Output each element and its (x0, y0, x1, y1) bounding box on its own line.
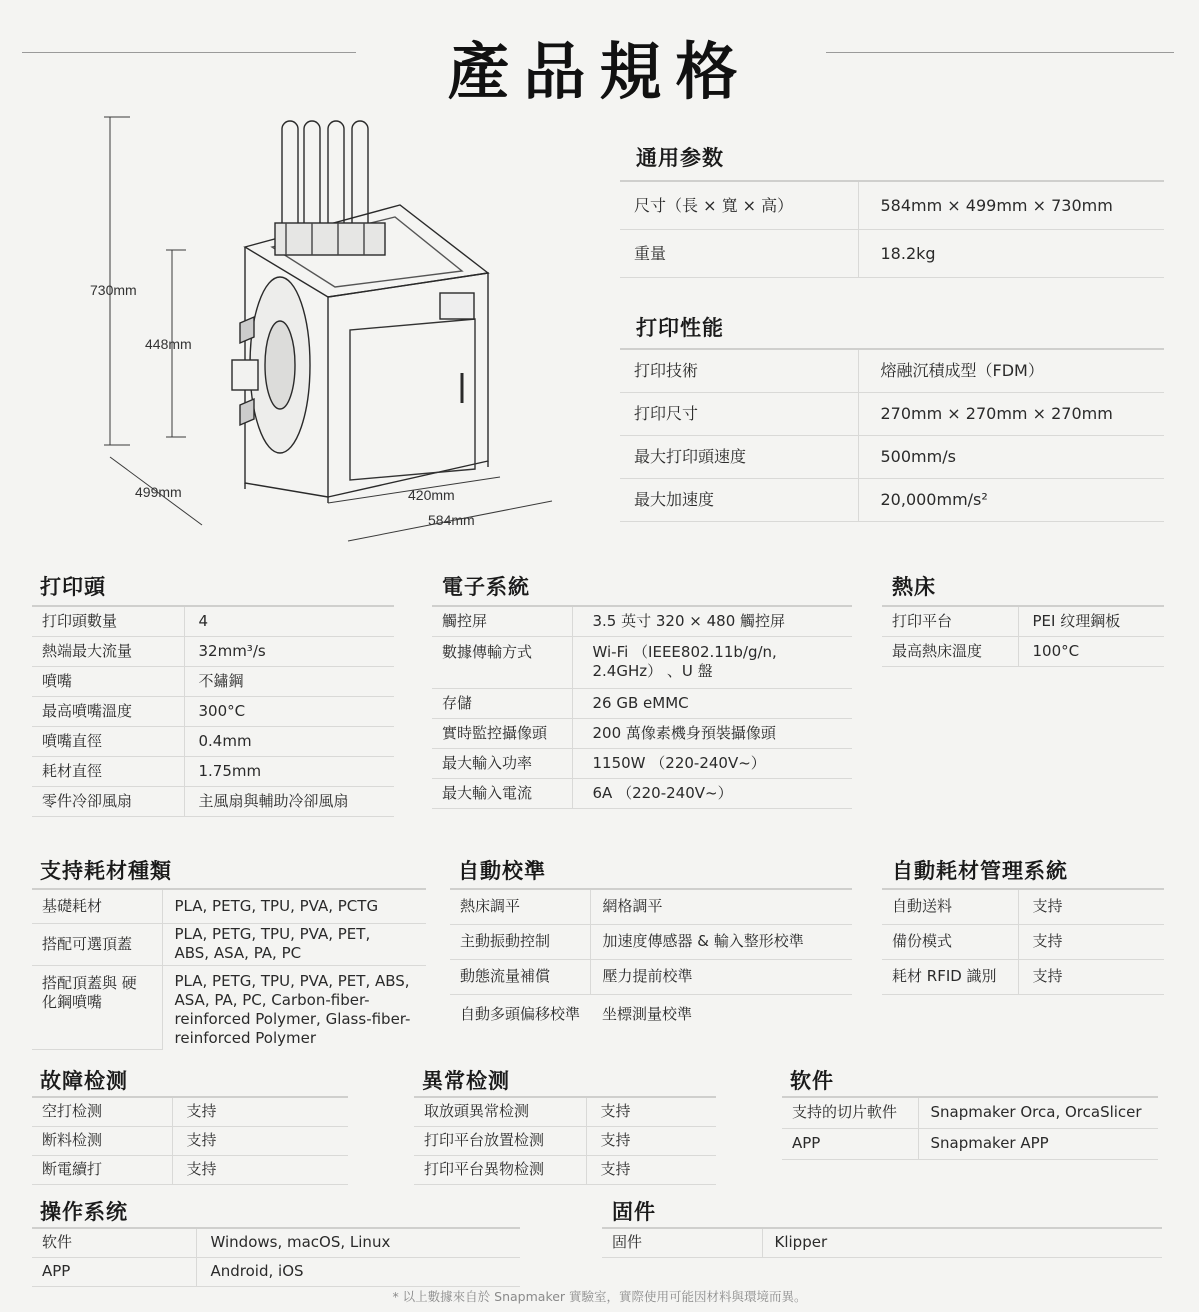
table-row (432, 748, 852, 778)
row-value: PLA, PETG, TPU, PVA, PET, ABS, ASA, PA, PC (162, 923, 426, 965)
row-value: 不鏽鋼 (184, 666, 394, 696)
table-row (620, 392, 1164, 435)
row-key: 熱端最大流量 (32, 636, 184, 666)
table-row (32, 1228, 520, 1257)
row-value: 支持 (586, 1097, 716, 1126)
row-value: 支持 (1018, 924, 1164, 959)
table-row (32, 1097, 348, 1126)
table-row (32, 606, 394, 636)
row-key: 打印尺寸 (620, 392, 858, 435)
row-value: Klipper (762, 1228, 1162, 1257)
row-key: 實時監控攝像頭 (432, 718, 572, 748)
row-value: 3.5 英寸 320 × 480 觸控屏 (572, 606, 852, 636)
table-os (32, 1227, 520, 1287)
row-value: 584mm × 499mm × 730mm (858, 181, 1164, 229)
table-row (882, 924, 1164, 959)
row-value: 500mm/s (858, 435, 1164, 478)
row-key: 空打检测 (32, 1097, 172, 1126)
row-key: 主動振動控制 (450, 924, 590, 959)
row-value: Wi-Fi （IEEE802.11b/g/n, 2.4GHz） 、U 盤 (572, 636, 852, 688)
row-value: 4 (184, 606, 394, 636)
table-row (450, 889, 852, 924)
table-row (432, 718, 852, 748)
row-key: 耗材 RFID 識別 (882, 959, 1018, 994)
row-value: 支持 (586, 1155, 716, 1184)
filament-tubes (282, 121, 368, 235)
section-title-electronics: 電子系統 (442, 575, 530, 599)
row-value: 支持 (172, 1097, 348, 1126)
row-key: 耗材直徑 (32, 756, 184, 786)
table-ams (882, 888, 1164, 995)
table-fault (32, 1096, 348, 1185)
table-row (32, 1126, 348, 1155)
row-key: 搭配可選頂蓋 (32, 923, 162, 965)
row-value: 32mm³/s (184, 636, 394, 666)
table-print-perf (620, 348, 1164, 522)
table-row (432, 636, 852, 688)
table-row (432, 778, 852, 808)
row-value: PLA, PETG, TPU, PVA, PET, ABS, ASA, PA, PC, Carbon-fiber-reinforced Polymer, Glass-fiber-reinforced Polymer (174, 971, 411, 1047)
table-firmware (602, 1227, 1162, 1258)
table-row (432, 606, 852, 636)
row-key: 断料检测 (32, 1126, 172, 1155)
section-title-fault: 故障检测 (40, 1069, 128, 1093)
table-software (782, 1096, 1158, 1160)
table-row (782, 1128, 1158, 1159)
section-title-software: 软件 (790, 1069, 834, 1093)
table-row (32, 965, 426, 1049)
table-row (620, 478, 1164, 521)
row-key: 打印平台 (882, 606, 1018, 636)
row-value: 26 GB eMMC (572, 688, 852, 718)
row-value: 支持 (1018, 959, 1164, 994)
table-materials (32, 888, 426, 1050)
row-key: APP (32, 1257, 196, 1286)
row-value: PEI 纹理鋼板 (1018, 606, 1164, 636)
table-row (32, 889, 426, 923)
dim-height-total: 730mm (90, 282, 137, 298)
row-key: APP (782, 1128, 918, 1159)
table-row (32, 696, 394, 726)
row-key: 尺寸（長 × 寬 × 高） (620, 181, 858, 229)
row-key: 取放頭異常检测 (414, 1097, 586, 1126)
row-value: Snapmaker APP (918, 1128, 1158, 1159)
row-key: 断電續打 (32, 1155, 172, 1184)
row-key: 自動送料 (882, 889, 1018, 924)
row-key: 觸控屏 (432, 606, 572, 636)
row-value: 支持 (1018, 889, 1164, 924)
row-key: 重量 (620, 229, 858, 277)
table-heatbed (882, 605, 1164, 667)
row-value: 1.75mm (184, 756, 394, 786)
table-row (432, 688, 852, 718)
row-value: 1150W （220-240V~） (572, 748, 852, 778)
table-row (32, 636, 394, 666)
row-value: 100°C (1018, 636, 1164, 666)
row-key: 搭配頂蓋與 硬化鋼噴嘴 (32, 965, 162, 1049)
row-value: 加速度傳感器 & 輸入整形校準 (590, 924, 852, 959)
section-title-heatbed: 熱床 (892, 575, 936, 599)
table-row (450, 994, 852, 1034)
table-row (620, 229, 1164, 277)
row-key: 最大輸入電流 (432, 778, 572, 808)
footnote: * 以上數據來自於 Snapmaker 實驗室，實際使用可能因材料與環境而異。 (392, 1289, 807, 1304)
row-value: 支持 (172, 1155, 348, 1184)
row-value: 壓力提前校準 (590, 959, 852, 994)
row-value: 270mm × 270mm × 270mm (858, 392, 1164, 435)
section-title-print-perf: 打印性能 (636, 316, 724, 340)
section-title-os: 操作系统 (40, 1200, 128, 1224)
row-value: 支持 (586, 1126, 716, 1155)
row-key: 固件 (602, 1228, 762, 1257)
table-row (602, 1228, 1162, 1257)
row-value: Snapmaker Orca, OrcaSlicer (918, 1097, 1158, 1128)
table-calibration (450, 888, 852, 1034)
row-value: 200 萬像素機身預裝攝像頭 (572, 718, 852, 748)
table-row (414, 1097, 716, 1126)
table-row (32, 1257, 520, 1286)
row-value: 6A （220-240V~） (572, 778, 852, 808)
row-value: 坐標測量校準 (602, 1004, 693, 1023)
row-key: 零件冷卻風扇 (32, 786, 184, 816)
section-title-firmware: 固件 (612, 1200, 656, 1224)
section-title-materials: 支持耗材種類 (40, 859, 172, 883)
table-printhead (32, 605, 394, 817)
page-title: 產品規格 (447, 35, 752, 108)
dim-width-total: 584mm (428, 512, 475, 528)
section-title-printhead: 打印頭 (40, 575, 106, 599)
dim-height-body: 448mm (145, 336, 192, 352)
table-row (882, 959, 1164, 994)
row-value: 網格調平 (590, 889, 852, 924)
table-row (882, 606, 1164, 636)
table-row (882, 636, 1164, 666)
row-value: 20,000mm/s² (858, 478, 1164, 521)
row-value: 18.2kg (858, 229, 1164, 277)
table-row (450, 959, 852, 994)
row-key: 支持的切片軟件 (782, 1097, 918, 1128)
row-value: 300°C (184, 696, 394, 726)
row-key: 打印平台放置检测 (414, 1126, 586, 1155)
table-row (414, 1126, 716, 1155)
row-key: 最大輸入功率 (432, 748, 572, 778)
row-value: Android, iOS (196, 1257, 520, 1286)
row-value: Windows, macOS, Linux (196, 1228, 520, 1257)
row-key: 熱床調平 (450, 889, 590, 924)
table-row (450, 924, 852, 959)
section-title-calibration: 自動校準 (458, 859, 546, 883)
row-key: 软件 (32, 1228, 196, 1257)
row-value: 支持 (172, 1126, 348, 1155)
section-title-general: 通用参数 (636, 146, 724, 170)
table-row (32, 786, 394, 816)
table-row (32, 756, 394, 786)
table-row (620, 349, 1164, 392)
table-row (32, 666, 394, 696)
row-value: 熔融沉積成型（FDM） (858, 349, 1164, 392)
printer-dimension-diagram (90, 105, 570, 545)
row-value: 主風扇與輔助冷卻風扇 (184, 786, 394, 816)
row-key: 自動多頭偏移校準 (460, 1004, 581, 1023)
table-row (782, 1097, 1158, 1128)
row-key: 基礎耗材 (32, 889, 162, 923)
table-electronics (432, 605, 852, 809)
row-value: PLA, PETG, TPU, PVA, PCTG (162, 889, 426, 923)
section-title-anomaly: 異常检测 (422, 1069, 510, 1093)
row-key: 最大打印頭速度 (620, 435, 858, 478)
dim-width-body: 420mm (408, 487, 455, 503)
row-key: 動態流量補償 (450, 959, 590, 994)
table-general (620, 180, 1164, 278)
table-row (882, 889, 1164, 924)
row-key: 最高噴嘴溫度 (32, 696, 184, 726)
dim-depth: 499mm (135, 484, 182, 500)
row-key: 噴嘴直徑 (32, 726, 184, 756)
row-key: 最高熱床溫度 (882, 636, 1018, 666)
table-row (620, 181, 1164, 229)
table-row (32, 726, 394, 756)
section-title-ams: 自動耗材管理系統 (892, 859, 1068, 883)
row-key: 數據傳輸方式 (432, 636, 572, 688)
table-row (32, 923, 426, 965)
table-row (32, 1155, 348, 1184)
row-key: 打印平台異物检测 (414, 1155, 586, 1184)
row-key: 噴嘴 (32, 666, 184, 696)
row-key: 最大加速度 (620, 478, 858, 521)
row-key: 打印頭數量 (32, 606, 184, 636)
table-row (414, 1155, 716, 1184)
row-key: 備份模式 (882, 924, 1018, 959)
row-key: 存儲 (432, 688, 572, 718)
row-value: 0.4mm (184, 726, 394, 756)
table-row (620, 435, 1164, 478)
row-key: 打印技術 (620, 349, 858, 392)
table-anomaly (414, 1096, 716, 1185)
